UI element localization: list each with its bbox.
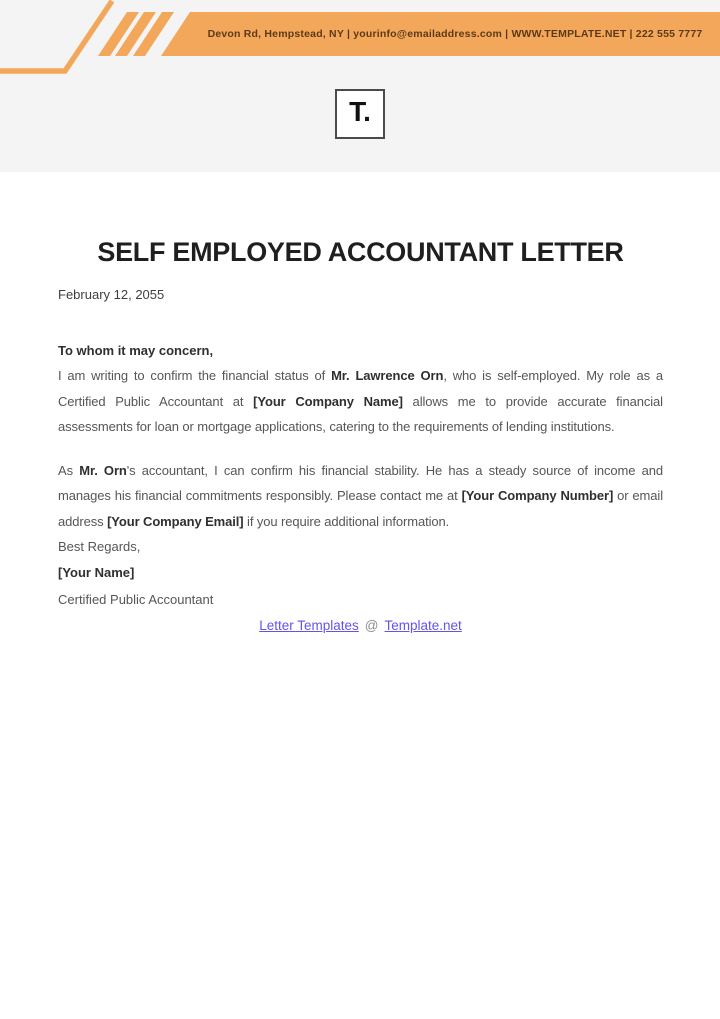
accent-line [0,1,112,71]
signature-name: [Your Name] [58,564,135,580]
page-title: SELF EMPLOYED ACCOUNTANT LETTER [97,237,624,267]
template-logo [335,89,385,139]
salutation: To whom it may concern, [58,342,214,358]
letter-body [0,236,720,633]
signature-title: Certified Public Accountant [58,592,214,608]
contact-bar [200,12,710,56]
letter-templates-link[interactable]: Letter Templates [259,618,359,634]
paragraph-confirmation: As Mr. Orn's accountant, I can confirm his financial stability. He has a steady source of income and manages his financial commitments responsibly. Please contact me at [Your Company Number] or email address [Your Company Email] if you require additional information. [58,462,664,529]
footer-credit [58,618,663,633]
closing: Best Regards, [58,539,141,555]
contact-info-text: Devon Rd, Hempstead, NY | yourinfo@emailaddress.com | WWW.TEMPLATE.NET | 222 555 7777 [207,28,703,40]
letterhead [0,0,720,172]
footer-separator: @ [364,618,379,634]
paragraph-financial-status: I am writing to confirm the financial status of Mr. Lawrence Orn, who is self-employed. My role as a Certified Public Accountant at [Your Company Name] allows me to provide accurate financial assessments for loan or mortgage applications, catering to the requirements of lending institutions. [58,368,663,435]
template-net-link[interactable]: Template.net [384,618,462,634]
logo-letter-mark: T. [349,96,371,127]
letter-date: February 12, 2055 [58,286,165,302]
